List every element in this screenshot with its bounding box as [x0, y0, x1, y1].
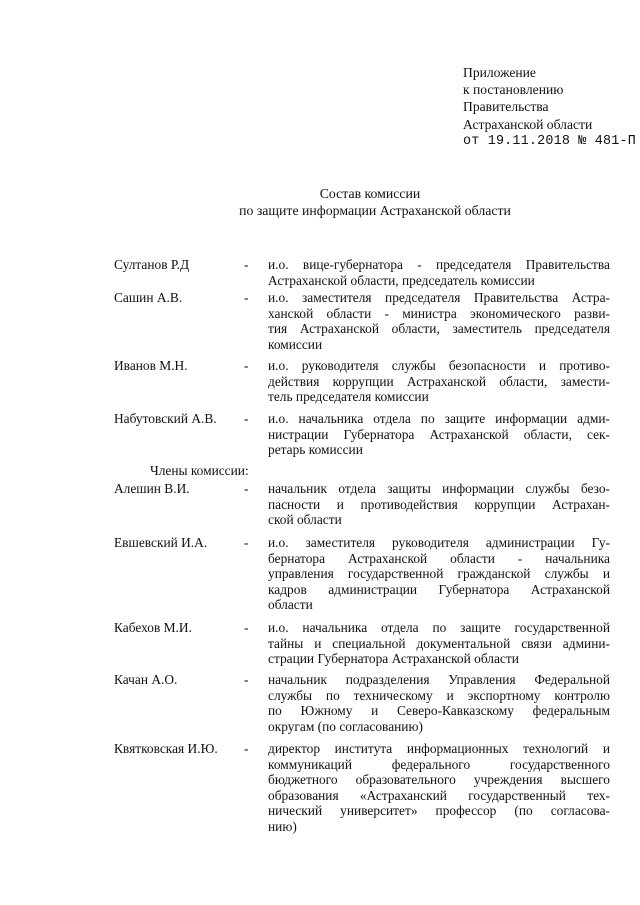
member-name: Сашин А.В.	[114, 290, 183, 305]
position-line: области	[268, 597, 313, 613]
stamp-line: Правительства	[463, 99, 549, 115]
member-name: Квятковская И.Ю.	[114, 741, 218, 756]
position-line: коммуникаций федерального государственного	[268, 756, 610, 772]
stamp-line: Астраханской области	[463, 116, 593, 132]
position-line: ханской области - министра экономического разви-	[268, 305, 610, 321]
dash-separator: -	[244, 411, 249, 426]
position-line: нию)	[268, 818, 297, 834]
dash-separator: -	[244, 358, 249, 373]
member-name: Качан А.О.	[114, 672, 178, 687]
position-line: и.о. вице-губернатора - председателя Правительства	[268, 257, 610, 272]
member-position	[268, 257, 610, 288]
position-line: начальник подразделения Управления Федеральной	[268, 672, 610, 687]
position-line: ретарь комиссии	[268, 442, 363, 458]
stamp-line: Приложение	[463, 65, 536, 80]
member-name: Иванов М.Н.	[114, 358, 188, 373]
position-line: ской области	[268, 512, 342, 528]
position-line: пасности и противодействия коррупции Астрахан-	[268, 496, 610, 512]
position-line: кадров администрации Губернатора Астраханской	[268, 581, 610, 597]
position-line: тель председателя комиссии	[268, 389, 429, 405]
member-position	[268, 358, 610, 405]
document-title	[0, 185, 640, 219]
member-name: Кабехов М.И.	[114, 620, 192, 635]
position-line: и.о. заместителя руководителя администрации Гу-	[268, 535, 610, 550]
member-position	[268, 620, 610, 667]
position-line: Астраханской области, председатель комиссии	[268, 272, 535, 288]
member-name: Евшевский И.А.	[114, 535, 208, 550]
member-position	[268, 672, 610, 734]
position-line: страции Губернатора Астраханской области	[268, 651, 519, 667]
dash-separator: -	[244, 620, 249, 635]
position-line: тия Астраханской области, заместитель председателя	[268, 321, 610, 337]
position-line: управления государственной гражданской службы и	[268, 566, 610, 582]
position-line: округам (по согласованию)	[268, 718, 423, 734]
stamp-date-line: от 19.11.2018 № 481-П	[463, 133, 636, 149]
position-line: нический университет» профессор (по согласова-	[268, 803, 610, 819]
position-line: и.о. начальника отдела по защите информации адми-	[268, 411, 610, 426]
dash-separator: -	[244, 535, 249, 550]
position-line: по Южному и Северо-Кавказскому федеральным	[268, 703, 610, 719]
dash-separator: -	[244, 257, 249, 272]
position-line: директор института информационных технологий и	[268, 741, 610, 756]
dash-separator: -	[244, 481, 249, 496]
member-position	[268, 741, 610, 835]
member-position	[268, 290, 610, 352]
member-position	[268, 411, 610, 458]
position-line: образования «Астраханский государственный тех-	[268, 787, 610, 803]
position-line: и.о. руководителя службы безопасности и противо-	[268, 358, 610, 373]
position-line: тайны и специальной документальной связи админи-	[268, 635, 610, 651]
member-name: Султанов Р.Д	[114, 257, 190, 272]
title-line-1: Состав комиссии	[319, 186, 421, 201]
members-heading: Члены комиссии:	[150, 463, 249, 478]
position-line: и.о. начальника отдела по защите государственной	[268, 620, 610, 635]
position-line: действия коррупции Астраханской области, замести-	[268, 373, 610, 389]
position-line: бернатора Астраханской области - начальника	[268, 550, 610, 566]
position-line: начальник отдела защиты информации службы безо-	[268, 481, 610, 496]
dash-separator: -	[244, 290, 249, 305]
stamp-line: к постановлению	[463, 82, 564, 98]
position-line: комиссии	[268, 336, 323, 352]
position-line: службы по техническому и экспортному контролю	[268, 687, 610, 703]
member-position	[268, 535, 610, 613]
dash-separator: -	[244, 672, 249, 687]
appendix-stamp	[463, 64, 636, 150]
position-line: бюджетного образовательного учреждения высшего	[268, 772, 610, 788]
dash-separator: -	[244, 741, 249, 756]
title-line-2: по защите информации Астраханской области	[239, 203, 511, 218]
member-name: Набутовский А.В.	[114, 411, 217, 426]
member-position	[268, 481, 610, 528]
member-name: Алешин В.И.	[114, 481, 190, 496]
position-line: нистрации Губернатора Астраханской области, сек-	[268, 426, 610, 442]
position-line: и.о. заместителя председателя Правительства Астра-	[268, 290, 610, 305]
